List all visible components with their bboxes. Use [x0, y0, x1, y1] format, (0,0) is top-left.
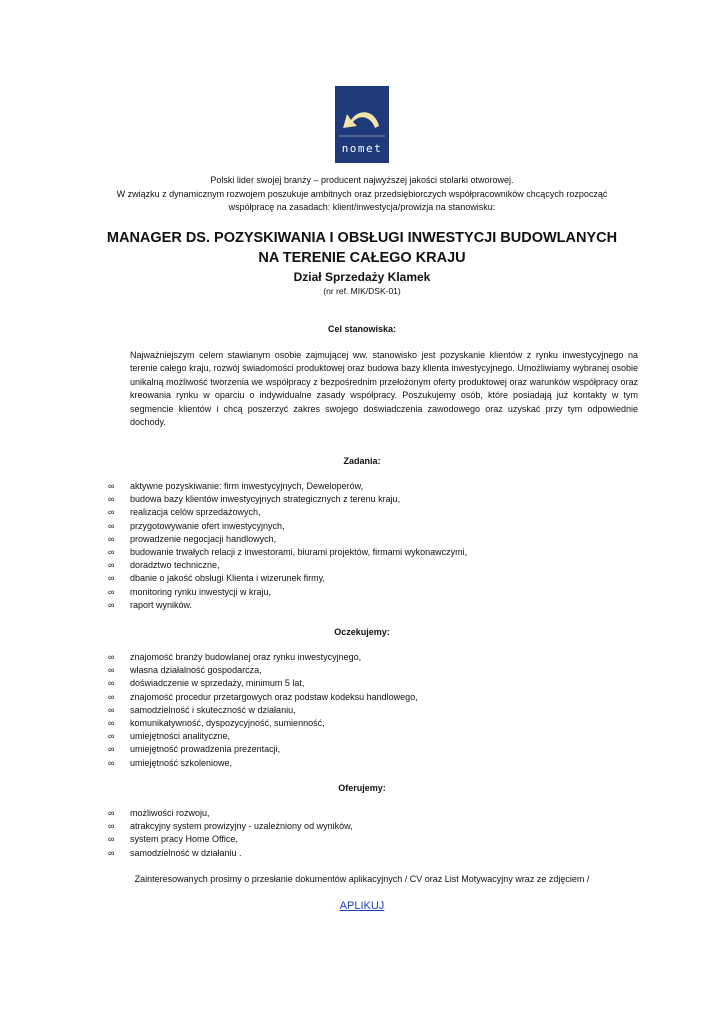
- list-item-text: doświadczenie w sprzedaży, minimum 5 lat,: [130, 678, 305, 689]
- list-item-text: dbanie o jakość obsługi Klienta i wizerunek firmy,: [130, 573, 325, 584]
- infinity-bullet-icon: ∞: [108, 678, 115, 689]
- intro-line: W związku z dynamicznym rozwojem poszukuje ambitnych oraz przedsiębiorczych współpracowników chcących rozpocząć: [116, 188, 608, 199]
- list-item: [108, 691, 418, 704]
- list-item-text: prowadzenie negocjacji handlowych,: [130, 533, 277, 544]
- infinity-bullet-icon: ∞: [108, 808, 115, 818]
- list-item: [108, 833, 353, 846]
- list-item-text: monitoring rynku inwestycji w kraju,: [130, 586, 272, 597]
- infinity-bullet-icon: ∞: [108, 704, 115, 715]
- list-item-text: umiejętność prowadzenia prezentacji,: [130, 744, 281, 755]
- infinity-bullet-icon: ∞: [108, 744, 115, 755]
- list-item: [108, 520, 467, 533]
- infinity-bullet-icon: ∞: [108, 665, 115, 676]
- list-item-text: raport wyników.: [130, 599, 193, 610]
- list-item-text: samodzielność w działaniu .: [130, 847, 242, 858]
- list-item: [108, 664, 418, 677]
- infinity-bullet-icon: ∞: [108, 494, 115, 505]
- apply-section: [60, 899, 664, 913]
- intro-line: współpracę na zasadach: klient/inwestycja/prowizja na stanowisku:: [228, 202, 496, 212]
- infinity-bullet-icon: ∞: [108, 507, 115, 518]
- offer-heading: Oferujemy:: [338, 783, 386, 793]
- list-item-text: doradztwo techniczne,: [130, 560, 220, 571]
- list-item: [108, 704, 418, 717]
- infinity-bullet-icon: ∞: [108, 821, 115, 832]
- infinity-bullet-icon: ∞: [108, 481, 115, 491]
- infinity-bullet-icon: ∞: [108, 757, 115, 768]
- infinity-bullet-icon: ∞: [108, 586, 115, 597]
- list-item: [108, 533, 467, 546]
- infinity-bullet-icon: ∞: [108, 652, 115, 662]
- list-item: [108, 651, 418, 664]
- job-title-line: MANAGER DS. POZYSKIWANIA I OBSŁUGI INWESTYCJI BUDOWLANYCH: [106, 230, 618, 246]
- infinity-bullet-icon: ∞: [108, 533, 115, 544]
- list-item: [108, 677, 418, 690]
- offer-list: [108, 807, 353, 860]
- list-item: [108, 730, 418, 743]
- list-item: [108, 717, 418, 730]
- list-item: [108, 807, 353, 820]
- list-item: [108, 480, 467, 493]
- list-item-text: budowa bazy klientów inwestycyjnych strategicznych z terenu kraju,: [130, 494, 401, 505]
- list-item-text: własna działalność gospodarcza,: [130, 665, 262, 676]
- logo-arrow-icon: [343, 112, 379, 128]
- list-item-text: znajomość procedur przetargowych oraz podstaw kodeksu handlowego,: [130, 691, 418, 702]
- apply-link[interactable]: APLIKUJ: [339, 900, 385, 912]
- list-item: [108, 572, 467, 585]
- list-item-text: umiejętność szkoleniowe,: [130, 757, 233, 768]
- infinity-bullet-icon: ∞: [108, 731, 115, 742]
- infinity-bullet-icon: ∞: [108, 520, 115, 531]
- list-item-text: atrakcyjny system prowizyjny - uzależniony od wyników,: [130, 821, 353, 832]
- job-title: [60, 228, 664, 268]
- infinity-bullet-icon: ∞: [108, 717, 115, 728]
- list-item-text: komunikatywność, dyspozycyjność, sumienność,: [130, 717, 325, 728]
- infinity-bullet-icon: ∞: [108, 691, 115, 702]
- list-item: [108, 847, 353, 860]
- infinity-bullet-icon: ∞: [108, 546, 115, 557]
- infinity-bullet-icon: ∞: [108, 573, 115, 584]
- list-item-text: znajomość branży budowlanej oraz rynku inwestycyjnego,: [130, 652, 362, 662]
- job-title-line: NA TERENIE CAŁEGO KRAJU: [258, 250, 466, 266]
- list-item: [108, 820, 353, 833]
- closing-text: Zainteresowanych prosimy o przesłanie dokumentów aplikacyjnych / CV oraz List Motywacyjny wraz ze zdjęciem /: [134, 874, 590, 884]
- infinity-bullet-icon: ∞: [108, 834, 115, 845]
- list-item-text: przygotowywanie ofert inwestycyjnych,: [130, 520, 285, 531]
- list-item: [108, 506, 467, 519]
- intro-text: [90, 174, 634, 215]
- list-item: [108, 599, 467, 612]
- list-item: [108, 743, 418, 756]
- reference-number: (nr ref. MIK/DSK-01): [323, 286, 401, 296]
- infinity-bullet-icon: ∞: [108, 847, 115, 858]
- list-item: [108, 559, 467, 572]
- list-item-text: możliwości rozwoju,: [130, 808, 210, 818]
- company-logo: [335, 86, 389, 163]
- goal-text: Najważniejszym celem stawianym osobie zajmującej ww. stanowisko jest pozyskanie klientów z rynku inwestycyjnego na terenie całego kraju, rozwój świadomości produktowej oraz budowa bazy klienta inwestycyjnego. Umożliwiamy wybranej osobie unikalną możliwość tworzenia we współpracy z bezpośrednim przełożonym oferty produktowej oraz warunków współpracy oraz kreowania rynku w oparciu o indywidualne zasady współpracy. Poszukujemy osób, które posiadają już kontakty w tym segmencie klientów i chcą poszerzyć zakres swojego doświadczenia zawodowego oraz uzyskać przy tym odpowiednie dochody.: [130, 350, 638, 428]
- list-item-text: budowanie trwałych relacji z inwestorami, biurami projektów, firmami wykonawczymi,: [130, 546, 468, 557]
- infinity-bullet-icon: ∞: [108, 560, 115, 571]
- logo-text: nomet: [341, 142, 383, 155]
- department-subtitle: Dział Sprzedaży Klamek: [293, 270, 431, 284]
- expect-list: [108, 651, 418, 770]
- list-item-text: aktywne pozyskiwanie: firm inwestycyjnych, Deweloperów,: [130, 481, 364, 491]
- list-item-text: realizacja celów sprzedażowych,: [130, 507, 261, 518]
- list-item-text: system pracy Home Office,: [130, 834, 238, 845]
- list-item: [108, 586, 467, 599]
- expect-heading: Oczekujemy:: [334, 627, 390, 637]
- list-item: [108, 493, 467, 506]
- infinity-bullet-icon: ∞: [108, 599, 115, 610]
- tasks-heading: Zadania:: [343, 456, 381, 466]
- list-item: [108, 757, 418, 770]
- goal-heading: Cel stanowiska:: [327, 324, 397, 334]
- list-item: [108, 546, 467, 559]
- list-item-text: samodzielność i skuteczność w działaniu,: [130, 704, 296, 715]
- intro-line: Polski lider swojej branży – producent najwyższej jakości stolarki otworowej.: [210, 175, 514, 185]
- tasks-list: [108, 480, 467, 612]
- list-item-text: umiejętności analityczne,: [130, 731, 231, 742]
